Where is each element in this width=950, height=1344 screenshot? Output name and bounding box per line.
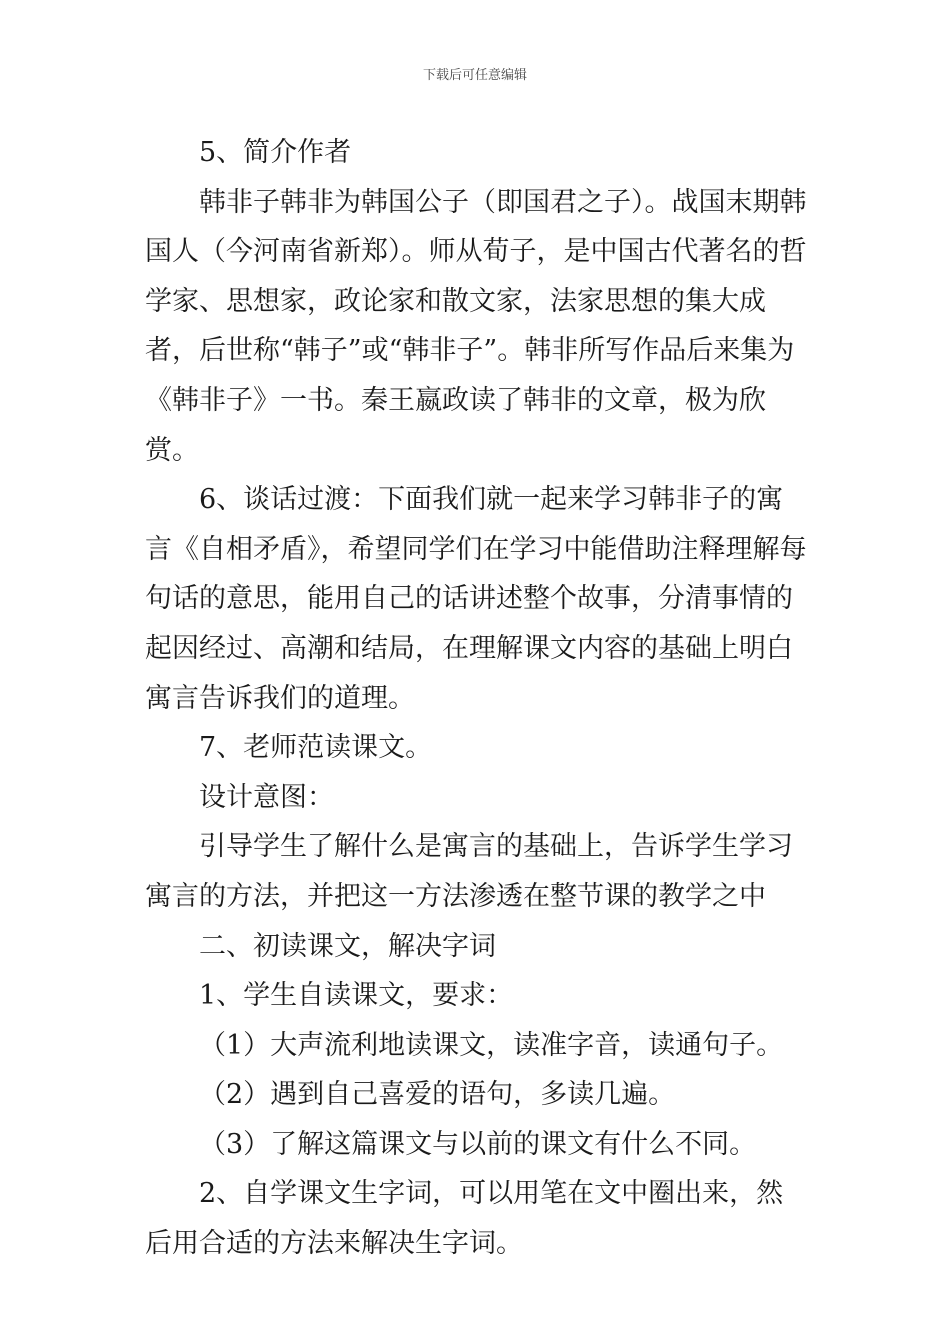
document-body	[145, 128, 807, 1269]
paragraph-design-intent-label: 设计意图：	[199, 781, 334, 813]
paragraph-requirement-1: （1）大声流利地读课文，读准字音，读通句子。	[199, 1029, 784, 1061]
paragraph-vocabulary: 2、自学课文生字词，可以用笔在文中圈出来，然后用合适的方法来解决生字词。	[145, 1178, 784, 1260]
paragraph-requirement-3: （3）了解这篇课文与以前的课文有什么不同。	[199, 1128, 757, 1160]
paragraph-requirement-2: （2）遇到自己喜爱的语句，多读几遍。	[199, 1079, 676, 1111]
page-header: 下载后可任意编辑	[422, 68, 527, 83]
paragraph-self-reading: 1、学生自读课文，要求：	[199, 980, 514, 1012]
paragraph-transition: 6、谈话过渡：下面我们就一起来学习韩非子的寓言《自相矛盾》，希望同学们在学习中能借助注释理解每句话的意思，能用自己的话讲述整个故事，分清事情的起因经过、高潮和结局，在理解课文内容的基础上明白寓言告诉我们的道理。	[145, 484, 807, 714]
paragraph-design-intent: 引导学生了解什么是寓言的基础上，告诉学生学习寓言的方法，并把这一方法渗透在整节课的教学之中	[145, 831, 793, 912]
paragraph-author-bio: 韩非子韩非为韩国公子（即国君之子）。战国末期韩国人（今河南省新郑）。师从荀子，是中国古代著名的哲学家、思想家，政论家和散文家，法家思想的集大成者，后世称“韩子”或“韩非子”。韩非所写作品后来集为《韩非子》一书。秦王嬴政读了韩非的文章，极为欣赏。	[145, 186, 807, 466]
paragraph-teacher-reading: 7、老师范读课文。	[199, 732, 433, 764]
paragraph-section-two-heading: 二、初读课文，解决字词	[199, 930, 496, 962]
paragraph-intro-author-heading: 5、简介作者	[199, 137, 352, 168]
